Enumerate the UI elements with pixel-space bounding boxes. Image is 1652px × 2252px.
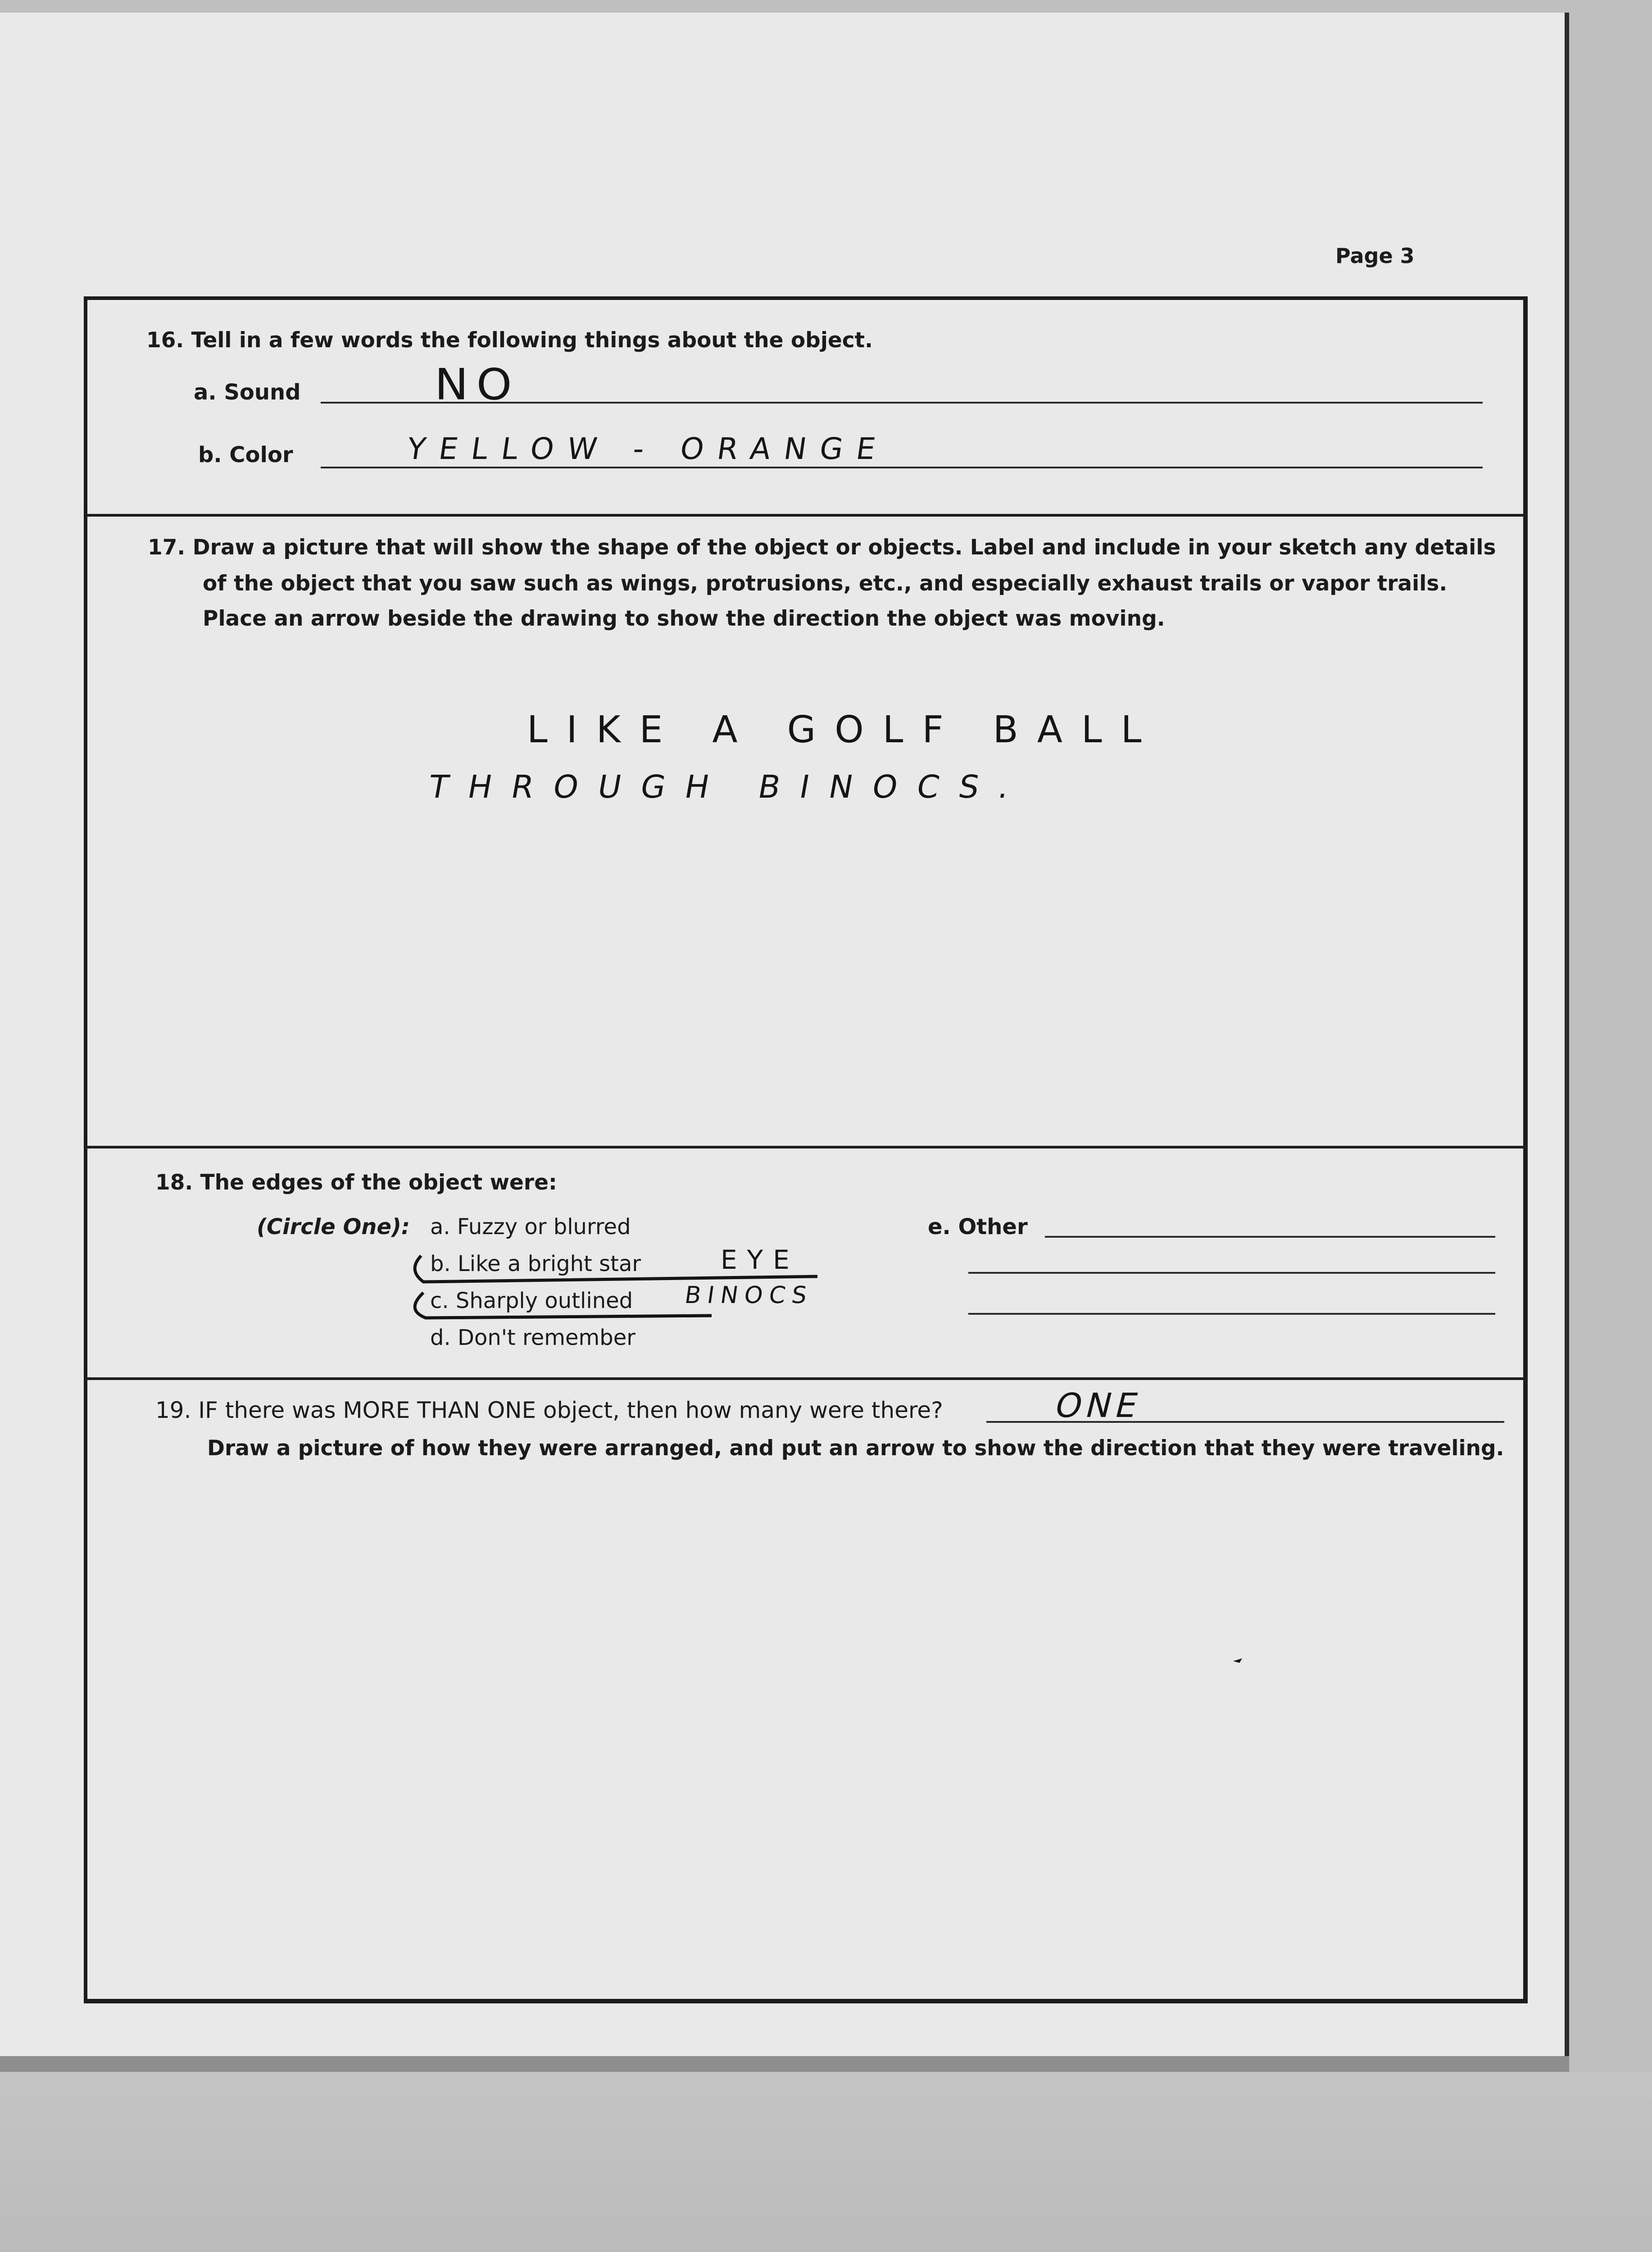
document-page [0, 13, 1569, 2056]
q18-option-a: a. Fuzzy or blurred [430, 1214, 631, 1240]
q17-answer-line2: THROUGH BINOCS. [426, 768, 1032, 805]
stray-ink-mark [0, 13, 1565, 2056]
q18-prompt: 18. The edges of the object were: [155, 1170, 557, 1195]
q16-sound-answer: NO [435, 359, 520, 410]
scan-margin [0, 2072, 1652, 2252]
page-number: Page 3 [1335, 244, 1415, 268]
q18-option-d: d. Don't remember [430, 1325, 635, 1350]
q17-instructions-line1: 17. Draw a picture that will show the shape of the object or objects. Label and include in your sketch any details [148, 535, 1496, 560]
q16-color-label: b. Color [198, 442, 293, 468]
q16-color-answer: YELLOW - ORANGE [405, 431, 891, 466]
q18-circle-one-label: (Circle One): [257, 1214, 410, 1240]
q18-option-b: b. Like a bright star [430, 1251, 641, 1276]
q16-prompt: 16. Tell in a few words the following things about the object. [146, 328, 873, 353]
q17-instructions-line3: Place an arrow beside the drawing to show the direction the object was moving. [203, 606, 1165, 631]
q16-sound-label: a. Sound [194, 380, 301, 405]
q19-answer: ONE [1051, 1386, 1147, 1425]
q17-answer-line1: LIKE A GOLF BALL [527, 708, 1161, 751]
q18-note-eye: EYE [721, 1244, 799, 1275]
q18-note-binocs: BINOCS [683, 1282, 815, 1309]
q19-instructions: Draw a picture of how they were arranged, and put an arrow to show the direction that they were traveling. [207, 1436, 1504, 1461]
q19-question: 19. IF there was MORE THAN ONE object, then how many were there? [155, 1397, 943, 1423]
q18-option-e: e. Other [928, 1214, 1028, 1240]
q17-instructions-line2: of the object that you saw such as wings, protrusions, etc., and especially exhaust trails or vapor trails. [203, 571, 1448, 596]
q18-option-c: c. Sharply outlined [430, 1288, 633, 1313]
